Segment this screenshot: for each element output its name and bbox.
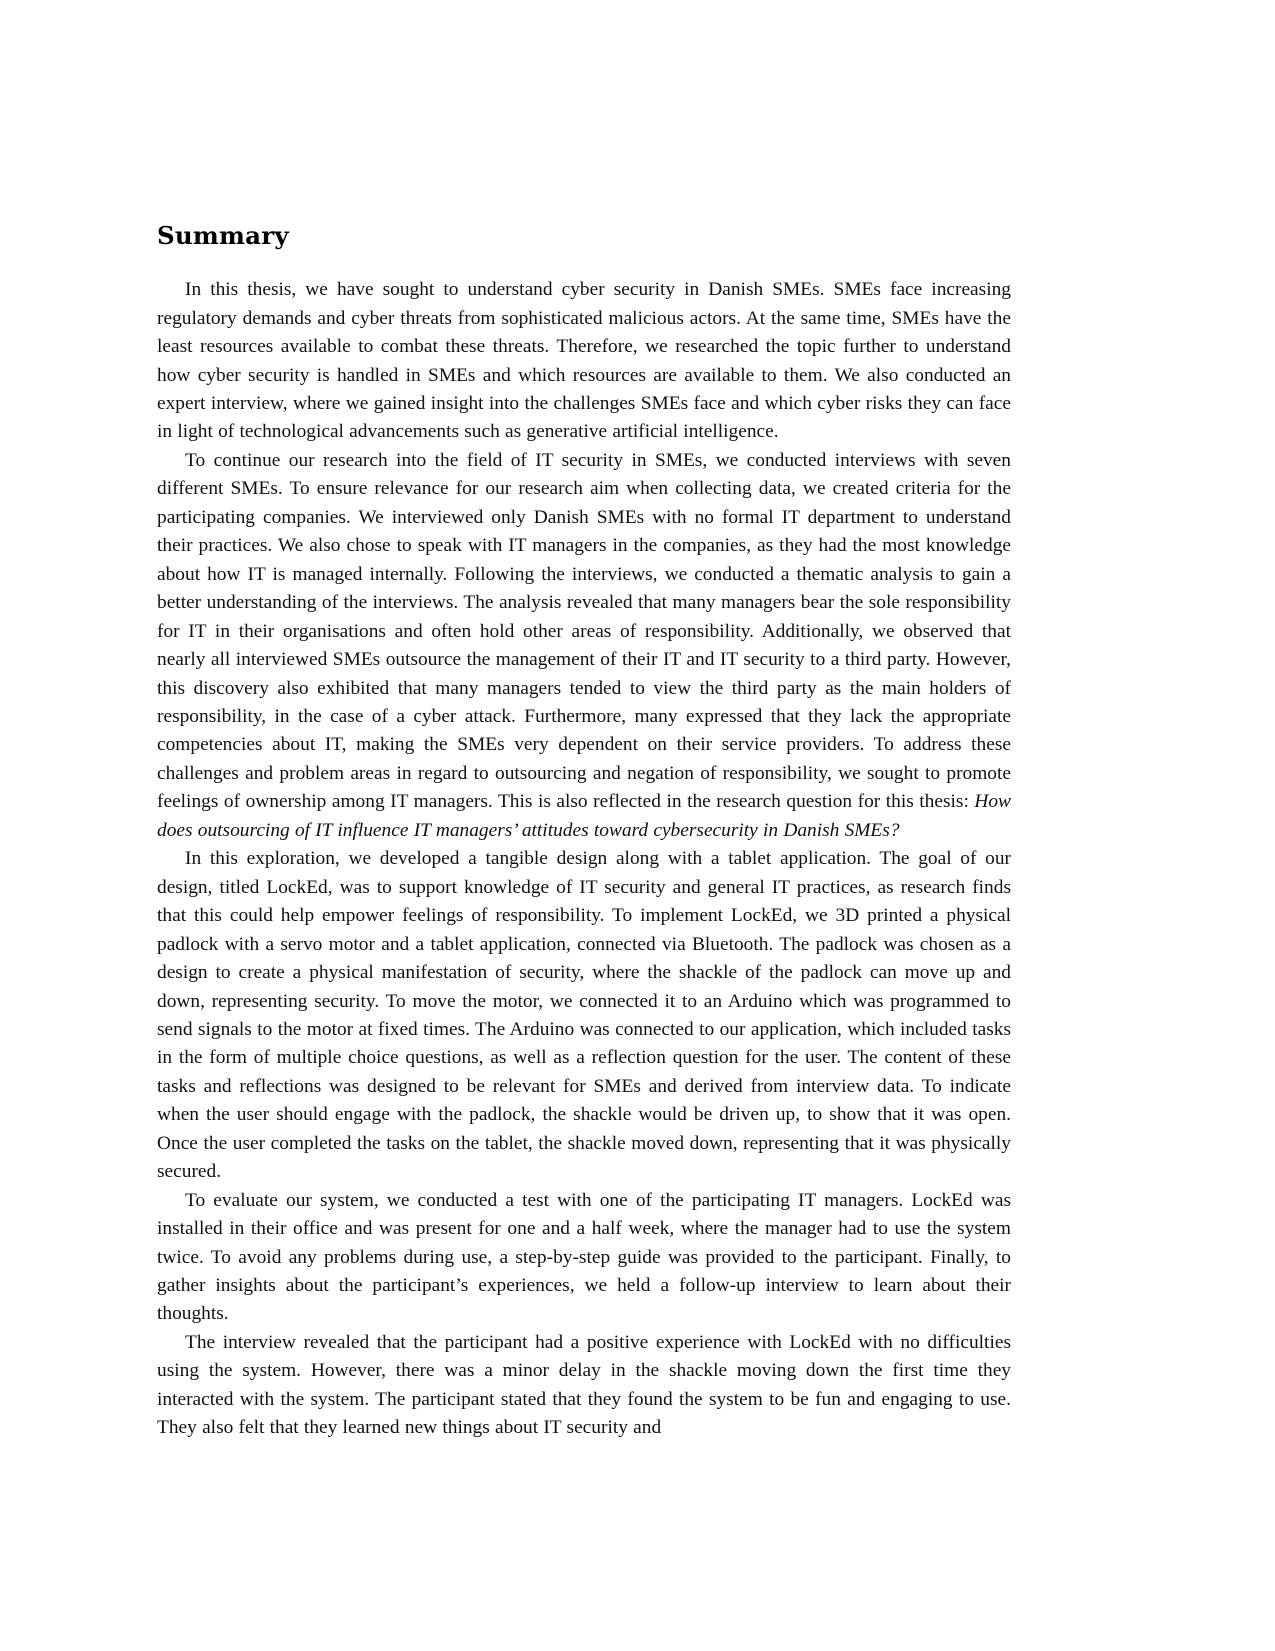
paragraph-evaluation: To evaluate our system, we conducted a test with one of the participating IT managers. LockEd was installed in their office and was present for one and a half week, where the manager had to use the system twice. To avoid any problems during use, a step-by-step guide was provided to the participant. Finally, to gather insights about the participant’s experiences, we held a follow-up interview to learn about their thoughts. (157, 1189, 1011, 1325)
research-question: How does outsourcing of IT influence IT managers’ attitudes toward cybersecurity in Danish SMEs? (157, 791, 1011, 841)
page-title: Summary (157, 221, 289, 250)
paragraph-findings: The interview revealed that the participant had a positive experience with LockEd with no difficulties using the system. However, there was a minor delay in the shackle moving down the first time they interacted with the system. The participant stated that they found the system to be fun and engaging to use. They also felt that they learned new things about IT security and (157, 1331, 1011, 1439)
paragraph-interviews-text: To continue our research into the field of IT security in SMEs, we conducted interviews with seven different SMEs. To ensure relevance for our research aim when collecting data, we created criteria for the participating companies. We interviewed only Danish SMEs with no formal IT department to understand their practices. We also chose to speak with IT managers in the companies, as they had the most knowledge about how IT is managed internally. Following the interviews, we conducted a thematic analysis to gain a better understanding of the interviews. The analysis revealed that many managers bear the sole responsibility for IT in their organisations and often hold other areas of responsibility. Additionally, we observed that nearly all interviewed SMEs outsource the management of their IT and IT security to a third party. However, this discovery also exhibited that many managers tended to view the third party as the main holders of responsibility, in the case of a cyber attack. Furthermore, many expressed that they lack the appropriate competencies about IT, making the SMEs very dependent on their service providers. To address these challenges and problem areas in regard to outsourcing and negation of responsibility, we sought to promote feelings of ownership among IT managers. This is also reflected in the research question for this thesis: (157, 449, 1011, 813)
paragraph-intro: In this thesis, we have sought to understand cyber security in Danish SMEs. SMEs face increasing regulatory demands and cyber threats from sophisticated malicious actors. At the same time, SMEs have the least resources available to combat these threats. Therefore, we researched the topic further to understand how cyber security is handled in SMEs and which resources are available to them. We also conducted an expert interview, where we gained insight into the challenges SMEs face and which cyber risks they can face in light of technological advancements such as generative artificial intelligence. (157, 279, 1011, 443)
text-block (157, 222, 1011, 1443)
paragraph-interviews (157, 447, 1011, 845)
paragraph-design: In this exploration, we developed a tangible design along with a tablet application. The goal of our design, titled LockEd, was to support knowledge of IT security and general IT practices, as research finds that this could help empower feelings of responsibility. To implement LockEd, we 3D printed a physical padlock with a servo motor and a tablet application, connected via Bluetooth. The padlock was chosen as a design to create a physical manifestation of security, where the shackle of the padlock can move up and down, representing security. To move the motor, we connected it to an Arduino which was programmed to send signals to the motor at fixed times. The Arduino was connected to our application, which included tasks in the form of multiple choice questions, as well as a reflection question for the user. The content of these tasks and reflections was designed to be relevant for SMEs and derived from interview data. To indicate when the user should engage with the padlock, the shackle would be driven up, to show that it was open. Once the user completed the tasks on the tablet, the shackle moved down, representing that it was physically secured. (157, 848, 1011, 1183)
